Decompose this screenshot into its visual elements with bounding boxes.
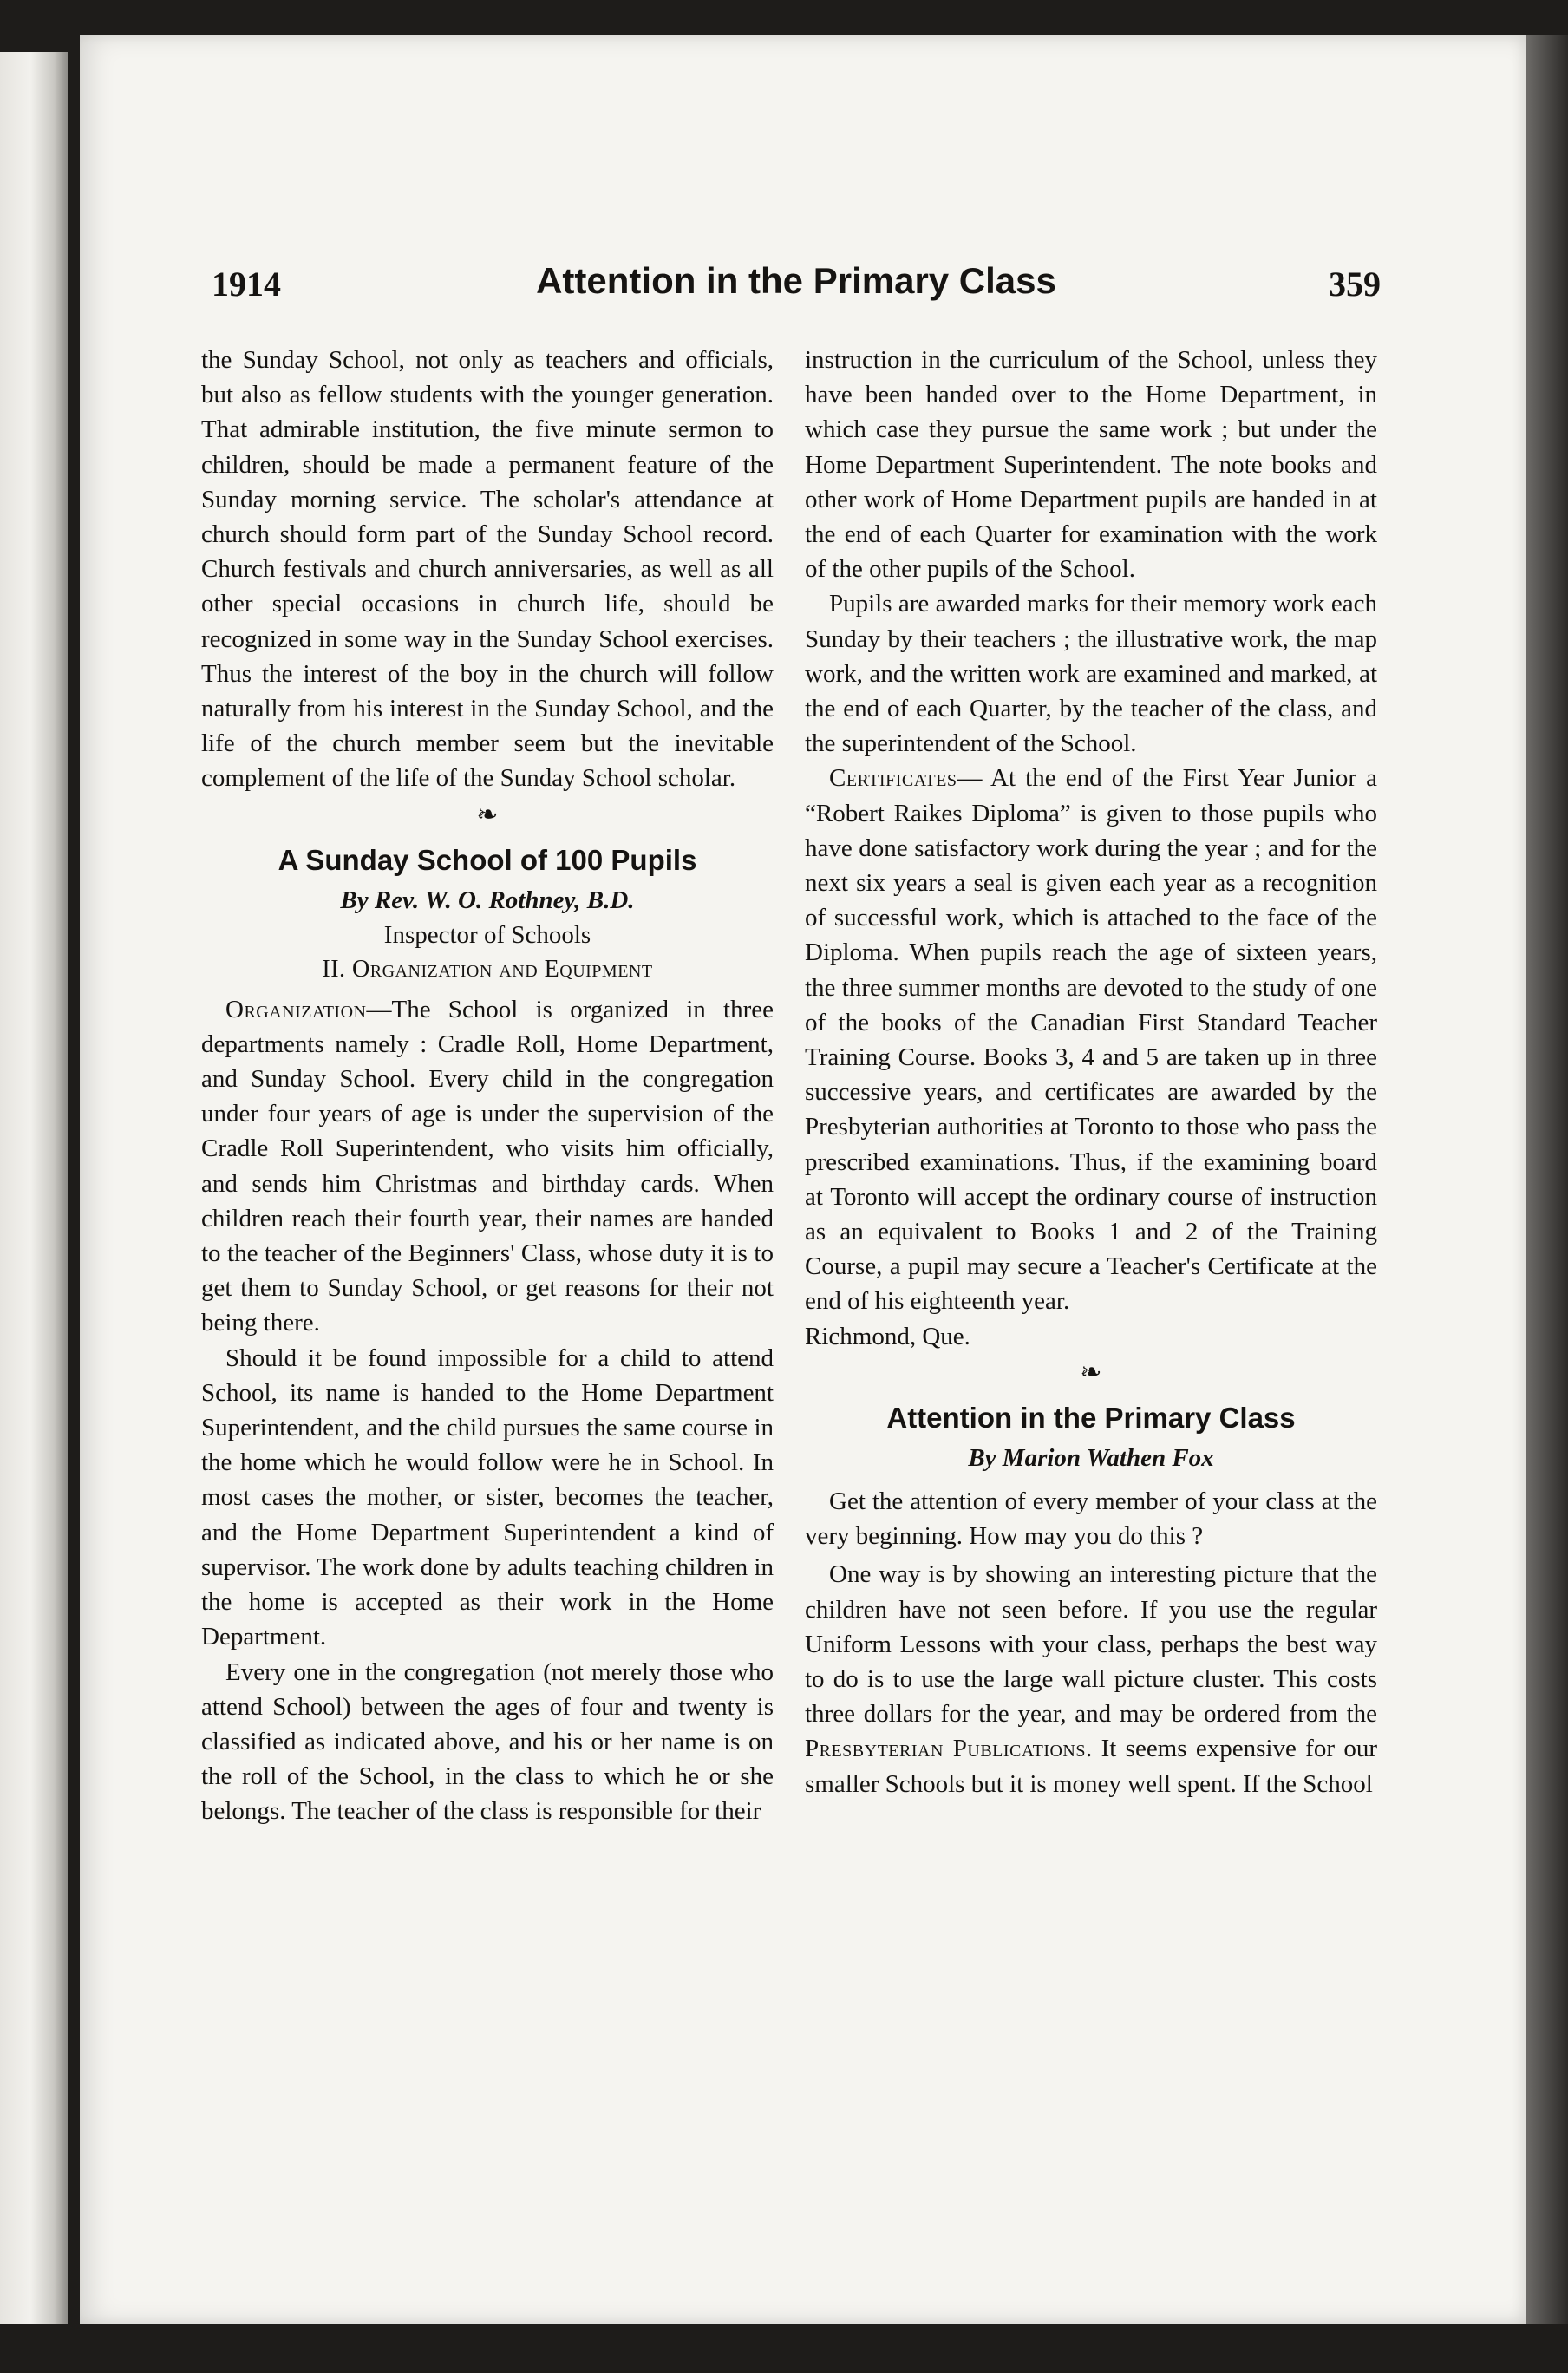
running-header [212,260,1381,321]
right-column [805,343,1377,1801]
left-column [201,343,774,1829]
paragraph-text: — At the end of the First Year Junior a “Robert Raikes Diploma” is given to those pupils who have done satisfactory work during the year ; and for the next six years a seal is given each year as a recognition of successful work, which is attached to the face of the Diploma. When pupils reach the age of sixteen years, the three summer months are devoted to the study of one of the books of the Canadian First Standard Teacher Training Course. Books 3, 4 and 5 are taken up in three successive years, and certificates are awarded by the Presbyterian authorities at Toronto to those who pass the prescribed examinations. Thus, if the examining board at Toronto will accept the ordinary course of instruction as an equivalent to Books 1 and 2 of the Training Course, a pupil may secure a Teacher's Certificate at the end of his eighteenth year. [805,764,1377,1316]
fleuron-ornament-icon: ❧ [476,799,499,830]
paragraph: the Sunday School, not only as teachers and officials, but also as fellow students with the younger generation. That admirable institution, the five minute sermon to children, should be made a permanent feature of the Sunday morning service. The scholar's attendance at church should form part of the Sunday School record. Church festivals and church anniversaries, as well as all other special occasions in church life, should be recognized in some way in the Sunday School exercises. Thus the interest of the boy in the church will follow naturally from his interest in the Sunday School, and the life of the church member seem but the inevitable complement of the life of the Sunday School scholar. [201,346,774,793]
paragraph [805,761,1377,1318]
paragraph [201,992,774,1341]
paragraph: instruction in the curriculum of the School, unless they have been handed over to the Home Department, in which case they pursue the same work ; but under the Home Department Superintendent. The note books and other work of Home Department pupils are handed in at the end of each Quarter for examination with the work of the other pupils of the School. [805,346,1377,584]
paragraph: Should it be found impossible for a child to attend School, its name is handed to the Home Department Superintendent, and the child pursues the same course in the home which he would follow were he in School. In most cases the mother, or sister, becomes the teacher, and the Home Department Superintendent a kind of supervisor. The work done by adults teaching children in the home is accepted as their work in the Home Department. [201,1343,774,1651]
article-byline: By Rev. W. O. Rothney, B.D. [340,886,635,914]
page-number: 359 [1329,265,1381,304]
header-year: 1914 [212,265,281,304]
paragraph: Every one in the congregation (not merely those who attend School) between the ages of four and twenty is classified as indicated above, and his or her name is on the roll of the School, in the class to which he or she belongs. The teacher of the class is responsible for their [201,1657,774,1826]
paragraph: Get the attention of every member of your class at the very beginning. How may you do this ? [805,1487,1377,1551]
paragraph: Pupils are awarded marks for their memory work each Sunday by their teachers ; the illustrative work, the map work, and the written work are examined and marked, at the end of each Quarter, by the teacher of the class, and the superintendent of the School. [805,590,1377,758]
facing-page-edge [0,52,68,2324]
publisher-name: Presbyterian Publications [805,1735,1086,1763]
paragraph-text: —The School is organized in three departments namely : Cradle Roll, Home Department, and Sunday School. Every child in the congregation under four years of age is under the supervision of the Cradle Roll Superintendent, who visits him officially, and sends him Christmas and birthday cards. When children reach their fourth year, their names are handed to the teacher of the Beginners' Class, whose duty it is to get them to Sunday School, or get reasons for their not being there. [201,995,774,1337]
page-edge-shadow [1526,35,1568,2324]
run-in-heading: Organization [225,995,367,1023]
paragraph-text: . It seems expensive for our smaller Schools but it is money well spent. If the School [805,1735,1377,1798]
article-title: A Sunday School of 100 Pupils [278,843,697,876]
paragraph-text: One way is by showing an interesting picture that the children have not seen before. If you use the regular Uniform Lessons with your class, perhaps the best way to do is to use the large wall picture cluster. This costs three dollars for the year, and may be ordered from the [805,1560,1377,1729]
running-title: Attention in the Primary Class [536,260,1056,301]
run-in-heading: Certificates [829,764,957,793]
fleuron-ornament-icon: ❧ [1080,1356,1102,1388]
article-title: Attention in the Primary Class [886,1401,1296,1434]
paragraph [805,1557,1377,1801]
section-heading: II. Organization and Equipment [322,955,653,983]
article-byline: By Marion Wathen Fox [968,1443,1214,1472]
byline-role: Inspector of Schools [383,920,591,949]
place-line: Richmond, Que. [805,1322,970,1350]
